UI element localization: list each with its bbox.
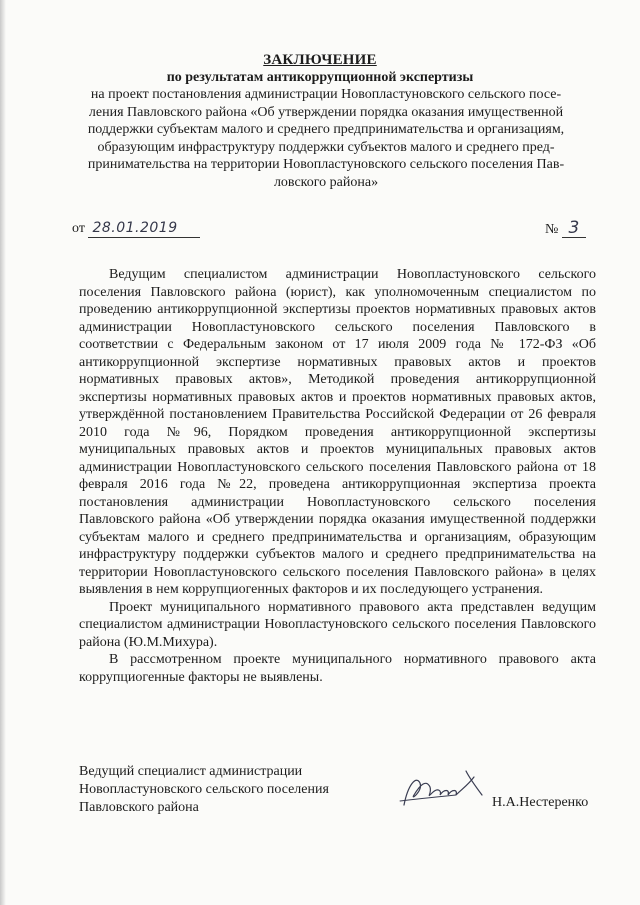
- signatory-name: Н.А.Нестеренко: [492, 795, 589, 810]
- position-line: Ведущий специалист администрации: [79, 764, 303, 779]
- body-paragraph: Проект муниципального нормативного правового акта представлен ведущим специалистом администрации Новопластуновского сельского поселения Павловского района (Ю.М.Михура).: [79, 599, 596, 650]
- subject-line: принимательства на территории Новопластуновского сельского поселения Пав-: [87, 157, 565, 172]
- body-paragraph: В рассмотренном проекте муниципального нормативного правового акта коррупциогенные факторы не выявлены.: [79, 652, 596, 685]
- date-prefix: от: [72, 221, 85, 236]
- position-line: Новопластуновского сельского поселения: [79, 782, 329, 797]
- subject-line: ления Павловского района «Об утверждении порядка оказания имущественной: [88, 104, 564, 120]
- date-field: [72, 219, 200, 238]
- number-value: 3: [562, 219, 586, 238]
- document-title: ЗАКЛЮЧЕНИЕ: [263, 52, 377, 68]
- date-value: 28.01.2019: [88, 219, 200, 238]
- body-paragraph: Ведущим специалистом администрации Новопластуновского сельского поселения Павловского района (юрист), как уполномоченным специалистом по проведению антикоррупционной экспертизы проектов нормативных правовых актов администрации Новопластуновского сельского поселения Павловского в соответствии с Федеральным законом от 17 июля 2009 года № 172-ФЗ «Об антикоррупционной экспертизе нормативных правовых актов и проектов нормативных правовых актов», Методикой проведения антикоррупционной экспертизы нормативных правовых актов и проектов нормативных правовых актов, утверждённой постановлением Правительства Российской Федерации от 26 февраля 2010 года №96, Порядком проведения антикоррупционной экспертизы муниципальных правовых актов и проектов муниципальных правовых актов администрации Новопластуновского сельского поселения Павловского района от 18 февраля 2016 года №22, проведена антикоррупционная экспертиза проекта постановления администрации Новопластуновского сельского поселения Павловского района «Об утверждении порядка оказания имущественной поддержки субъектам малого и среднего предпринимательства и организациям, образующим инфраструктуру поддержки субъектов малого и среднего предпринимательства на территории Новопластуновского сельского поселения Павловского района» в целях выявления в нем коррупциогенных факторов и их последующего устранения.: [79, 267, 596, 597]
- signatory-position: [79, 763, 329, 817]
- number-field: [545, 219, 586, 239]
- document-subtitle: по результатам антикоррупционной экспертизы: [166, 70, 474, 85]
- position-line: Павловского района: [79, 800, 199, 815]
- subject-line: ловского района»: [273, 174, 379, 190]
- number-prefix: №: [545, 222, 559, 237]
- subject-line: на проект постановления администрации Новопластуновского сельского посе-: [90, 87, 562, 102]
- subject-line: образующим инфраструктуру поддержки субъектов малого и среднего пред-: [97, 139, 555, 155]
- scan-edge-shadow: [0, 0, 6, 905]
- subject-line: поддержки субъектам малого и среднего предпринимательства и организациям,: [87, 122, 565, 137]
- handwritten-signature: [396, 765, 486, 815]
- document-body: [79, 266, 596, 686]
- document-subject: [72, 86, 580, 191]
